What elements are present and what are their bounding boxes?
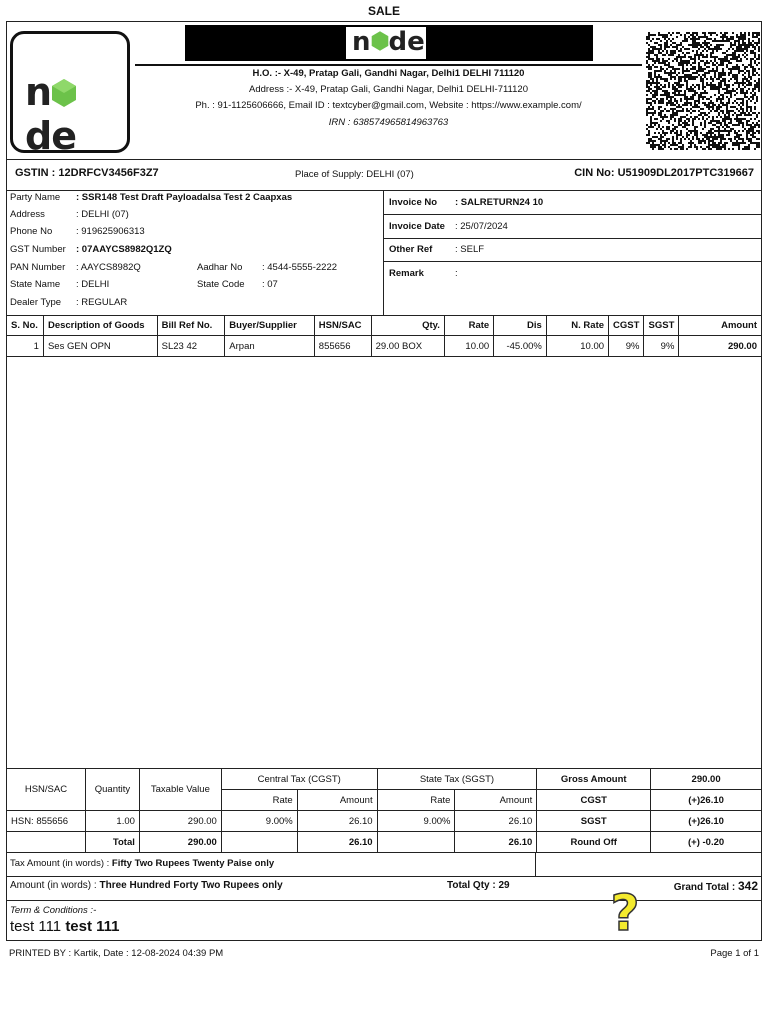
state-code-value: : 07 [262, 279, 278, 290]
table-row [7, 832, 762, 853]
qr-code [646, 32, 760, 150]
head-office: H.O. :- X-49, Pratap Gali, Gandhi Nagar, Delhi1 DELHI 711120 [252, 68, 525, 79]
divider [6, 876, 762, 877]
tax-row-qty: 1.00 [85, 811, 139, 832]
gst-label: GST Number [10, 244, 66, 255]
company-logo: nde [10, 31, 130, 153]
tax-total-sgst: 26.10 [455, 832, 537, 853]
col-bill-ref: Bill Ref No. [157, 316, 225, 336]
state-label: State Name [10, 279, 61, 290]
cell-cgst: 9% [609, 336, 644, 357]
page-number: Page 1 of 1 [710, 948, 759, 959]
col-buyer: Buyer/Supplier [225, 316, 314, 336]
pan-value: : AAYCS8982Q [76, 262, 141, 273]
items-table [6, 315, 762, 357]
cell-bill-ref: SL23 42 [157, 336, 225, 357]
dealer-type-label: Dealer Type [10, 297, 62, 308]
sgst-rate-header: Rate [377, 790, 455, 811]
tax-row-hsn: HSN: 855656 [7, 811, 86, 832]
cell-description: Ses GEN OPN [43, 336, 157, 357]
cgst-rate-header: Rate [221, 790, 297, 811]
sgst-label: SGST [537, 811, 651, 832]
table-row [7, 811, 762, 832]
col-nrate: N. Rate [546, 316, 608, 336]
tax-qty-header: Quantity [85, 769, 139, 811]
gross-amount-label: Gross Amount [537, 769, 651, 790]
tax-taxable-header: Taxable Value [139, 769, 221, 811]
cgst-label: CGST [537, 790, 651, 811]
grand-total: Grand Total : 342 [673, 879, 758, 893]
party-name-value: : SSR148 Test Draft Payloadalsa Test 2 Caapxas [76, 192, 293, 203]
cell-hsn: 855656 [314, 336, 371, 357]
total-qty: Total Qty : 29 [447, 880, 510, 891]
round-off-label: Round Off [537, 832, 651, 853]
col-rate: Rate [444, 316, 493, 336]
sgst-value: (+)26.10 [651, 811, 762, 832]
invoice-no-label: Invoice No [389, 197, 438, 208]
header-rule [135, 64, 642, 66]
divider [383, 214, 762, 215]
tax-total-taxable: 290.00 [139, 832, 221, 853]
tax-total-label: Total [85, 832, 139, 853]
col-hsn: HSN/SAC [314, 316, 371, 336]
node-hexagon-icon [51, 78, 77, 108]
terms-text: test 111 test 111 [10, 918, 120, 935]
question-mark-icon [605, 884, 645, 936]
node-hexagon-icon [371, 30, 389, 52]
phone-label: Phone No [10, 226, 53, 237]
gst-value: : 07AAYCS8982Q1ZQ [76, 244, 172, 255]
address-value: : DELHI (07) [76, 209, 129, 220]
remark-value: : [455, 268, 458, 279]
divider [383, 190, 384, 315]
divider [535, 853, 536, 876]
state-code-label: State Code [197, 279, 245, 290]
col-description: Description of Goods [43, 316, 157, 336]
gstin: GSTIN : 12DRFCV3456F3Z7 [15, 167, 159, 179]
svg-text:?: ? [610, 884, 640, 936]
tax-row-taxable: 290.00 [139, 811, 221, 832]
tax-hsn-header: HSN/SAC [7, 769, 86, 811]
amount-in-words: Amount (in words) : Three Hundred Forty Two Rupees only [10, 880, 283, 891]
party-name-label: Party Name [10, 192, 61, 203]
items-header-row [7, 316, 762, 336]
divider [383, 261, 762, 262]
terms-label: Term & Conditions :- [10, 905, 97, 916]
divider [6, 159, 762, 160]
cell-sno: 1 [7, 336, 44, 357]
invoice-date-value: : 25/07/2024 [455, 221, 508, 232]
tax-row-cgst-amt: 26.10 [297, 811, 377, 832]
address-line: Address :- X-49, Pratap Gali, Gandhi Nagar, Delhi1 DELHI-711120 [249, 84, 528, 95]
round-off-value: (+) -0.20 [651, 832, 762, 853]
tax-row-sgst-amt: 26.10 [455, 811, 537, 832]
divider [6, 190, 762, 191]
place-of-supply: Place of Supply: DELHI (07) [295, 169, 414, 180]
tax-amount-words: Tax Amount (in words) : Fifty Two Rupees Twenty Paise only [10, 858, 275, 869]
cgst-amount-header: Amount [297, 790, 377, 811]
col-sgst: SGST [644, 316, 679, 336]
sgst-amount-header: Amount [455, 790, 537, 811]
table-row [7, 336, 762, 357]
pan-label: PAN Number [10, 262, 66, 273]
aadhar-label: Aadhar No [197, 262, 243, 273]
col-amount: Amount [679, 316, 762, 336]
col-cgst: CGST [609, 316, 644, 336]
other-ref-label: Other Ref [389, 244, 433, 255]
address-label: Address [10, 209, 45, 220]
contact-line: Ph. : 91-1125606666, Email ID : textcyber@gmail.com, Website : https://www.example.com/ [195, 100, 582, 111]
phone-value: : 919625906313 [76, 226, 145, 237]
invoice-no-value: : SALRETURN24 10 [455, 197, 544, 208]
tax-summary-table [6, 768, 762, 853]
document-title: SALE [367, 4, 400, 18]
divider [6, 900, 762, 901]
cell-amount: 290.00 [679, 336, 762, 357]
tax-row-cgst-rate: 9.00% [221, 811, 297, 832]
cell-buyer: Arpan [225, 336, 314, 357]
cell-rate: 10.00 [444, 336, 493, 357]
col-sno: S. No. [7, 316, 44, 336]
central-tax-header: Central Tax (CGST) [221, 769, 377, 790]
cgst-value: (+)26.10 [651, 790, 762, 811]
col-dis: Dis [494, 316, 547, 336]
state-value: : DELHI [76, 279, 110, 290]
tax-total-cgst: 26.10 [297, 832, 377, 853]
printed-by: PRINTED BY : Kartik, Date : 12-08-2024 04:39 PM [9, 948, 224, 959]
header-logo: n de [346, 27, 426, 59]
remark-label: Remark [389, 268, 424, 279]
irn-line: IRN : 638574965814963763 [328, 117, 449, 128]
cell-sgst: 9% [644, 336, 679, 357]
invoice-date-label: Invoice Date [389, 221, 445, 232]
tax-row-sgst-rate: 9.00% [377, 811, 455, 832]
other-ref-value: : SELF [455, 244, 485, 255]
cin-number: CIN No: U51909DL2017PTC319667 [574, 167, 754, 179]
divider [383, 238, 762, 239]
cell-nrate: 10.00 [546, 336, 608, 357]
gross-amount-value: 290.00 [651, 769, 762, 790]
col-qty: Qty. [371, 316, 444, 336]
dealer-type-value: : REGULAR [76, 297, 128, 308]
cell-qty: 29.00 BOX [371, 336, 444, 357]
cell-dis: -45.00% [494, 336, 547, 357]
aadhar-value: : 4544-5555-2222 [262, 262, 338, 273]
state-tax-header: State Tax (SGST) [377, 769, 537, 790]
